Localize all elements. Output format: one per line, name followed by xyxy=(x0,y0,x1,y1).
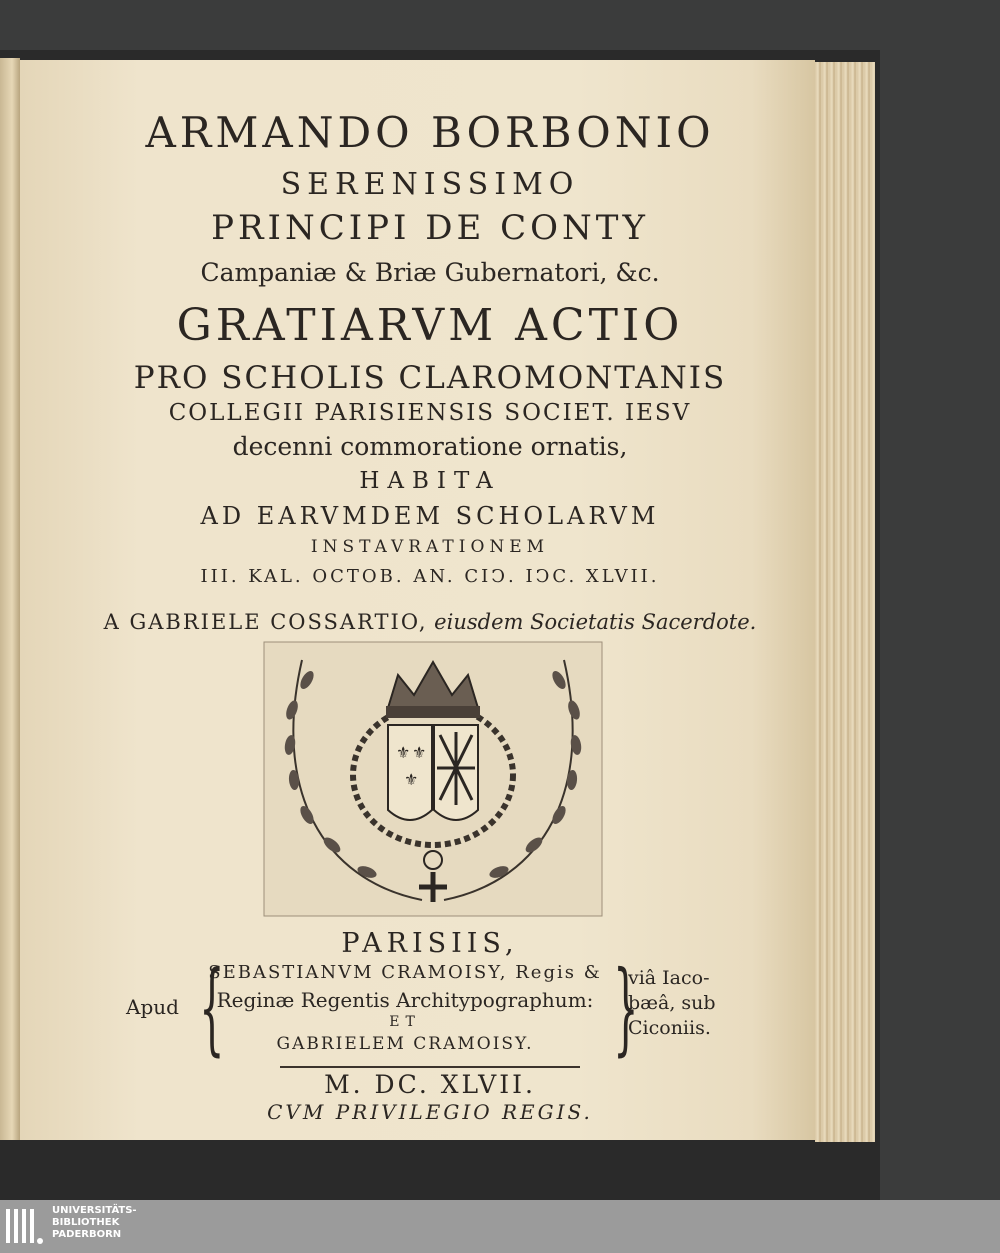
work-subtitle-2: COLLEGII PARISIENSIS SOCIET. IESV xyxy=(168,400,692,426)
printer-line-3: GABRIELEM CRAMOISY. xyxy=(276,1034,534,1054)
address-line-3: Ciconiis. xyxy=(628,1017,711,1039)
dedicatee-name: ARMANDO BORBONIO xyxy=(145,108,715,157)
logo-line-1: UNIVERSITÄTS- xyxy=(52,1205,137,1216)
svg-text:⚜: ⚜ xyxy=(412,743,427,762)
imprint-city: PARISIIS, xyxy=(341,928,519,959)
library-logo-text[interactable] xyxy=(52,1205,137,1241)
author-name: A GABRIELE COSSARTIO, xyxy=(103,610,428,634)
royal-arms-emblem xyxy=(262,640,604,918)
publication-year: M. DC. XLVII. xyxy=(324,1070,536,1099)
address-line-1: viâ Iaco- xyxy=(628,967,710,989)
library-logo-icon[interactable] xyxy=(4,1205,46,1247)
dedicatee-title: PRINCIPI DE CONTY xyxy=(211,208,649,248)
author-role: eiusdem Societatis Sacerdote. xyxy=(427,610,757,634)
divider-rule xyxy=(280,1066,580,1068)
svg-text:⚜: ⚜ xyxy=(404,770,419,789)
logo-line-3: PADERBORN xyxy=(52,1229,122,1240)
dedicatee-office: Campaniæ & Briæ Gubernatori, &c. xyxy=(200,258,660,287)
author-line xyxy=(0,610,860,634)
date-line: III. KAL. OCTOB. AN. CIↃ. IↃC. XLVII. xyxy=(200,566,660,587)
work-title: GRATIARVM ACTIO xyxy=(176,300,684,351)
right-brace: } xyxy=(613,949,639,1066)
printer-line-et: ET xyxy=(389,1014,421,1030)
work-subtitle-4: HABITA xyxy=(359,468,501,494)
library-footer-bar xyxy=(0,1200,1000,1253)
printer-line-1: SEBASTIANVM CRAMOISY, Regis & xyxy=(208,962,602,983)
work-subtitle-3: decenni commoratione ornatis, xyxy=(232,432,628,461)
printer-address xyxy=(628,966,716,1041)
work-subtitle-1: PRO SCHOLIS CLAROMONTANIS xyxy=(133,360,727,396)
dedicatee-epithet: SERENISSIMO xyxy=(280,167,580,202)
printer-line-2: Reginæ Regentis Architypographum: xyxy=(216,988,594,1012)
logo-line-2: BIBLIOTHEK xyxy=(52,1217,120,1228)
privilege-line: CVM PRIVILEGIO REGIS. xyxy=(267,1100,593,1124)
address-line-2: bæâ, sub xyxy=(628,992,716,1014)
work-subtitle-6: INSTAVRATIONEM xyxy=(310,537,550,557)
imprint-apud: Apud xyxy=(126,995,179,1019)
work-subtitle-5: AD EARVMDEM SCHOLARVM xyxy=(200,502,660,530)
left-brace: { xyxy=(199,949,225,1066)
svg-text:⚜: ⚜ xyxy=(396,743,411,762)
